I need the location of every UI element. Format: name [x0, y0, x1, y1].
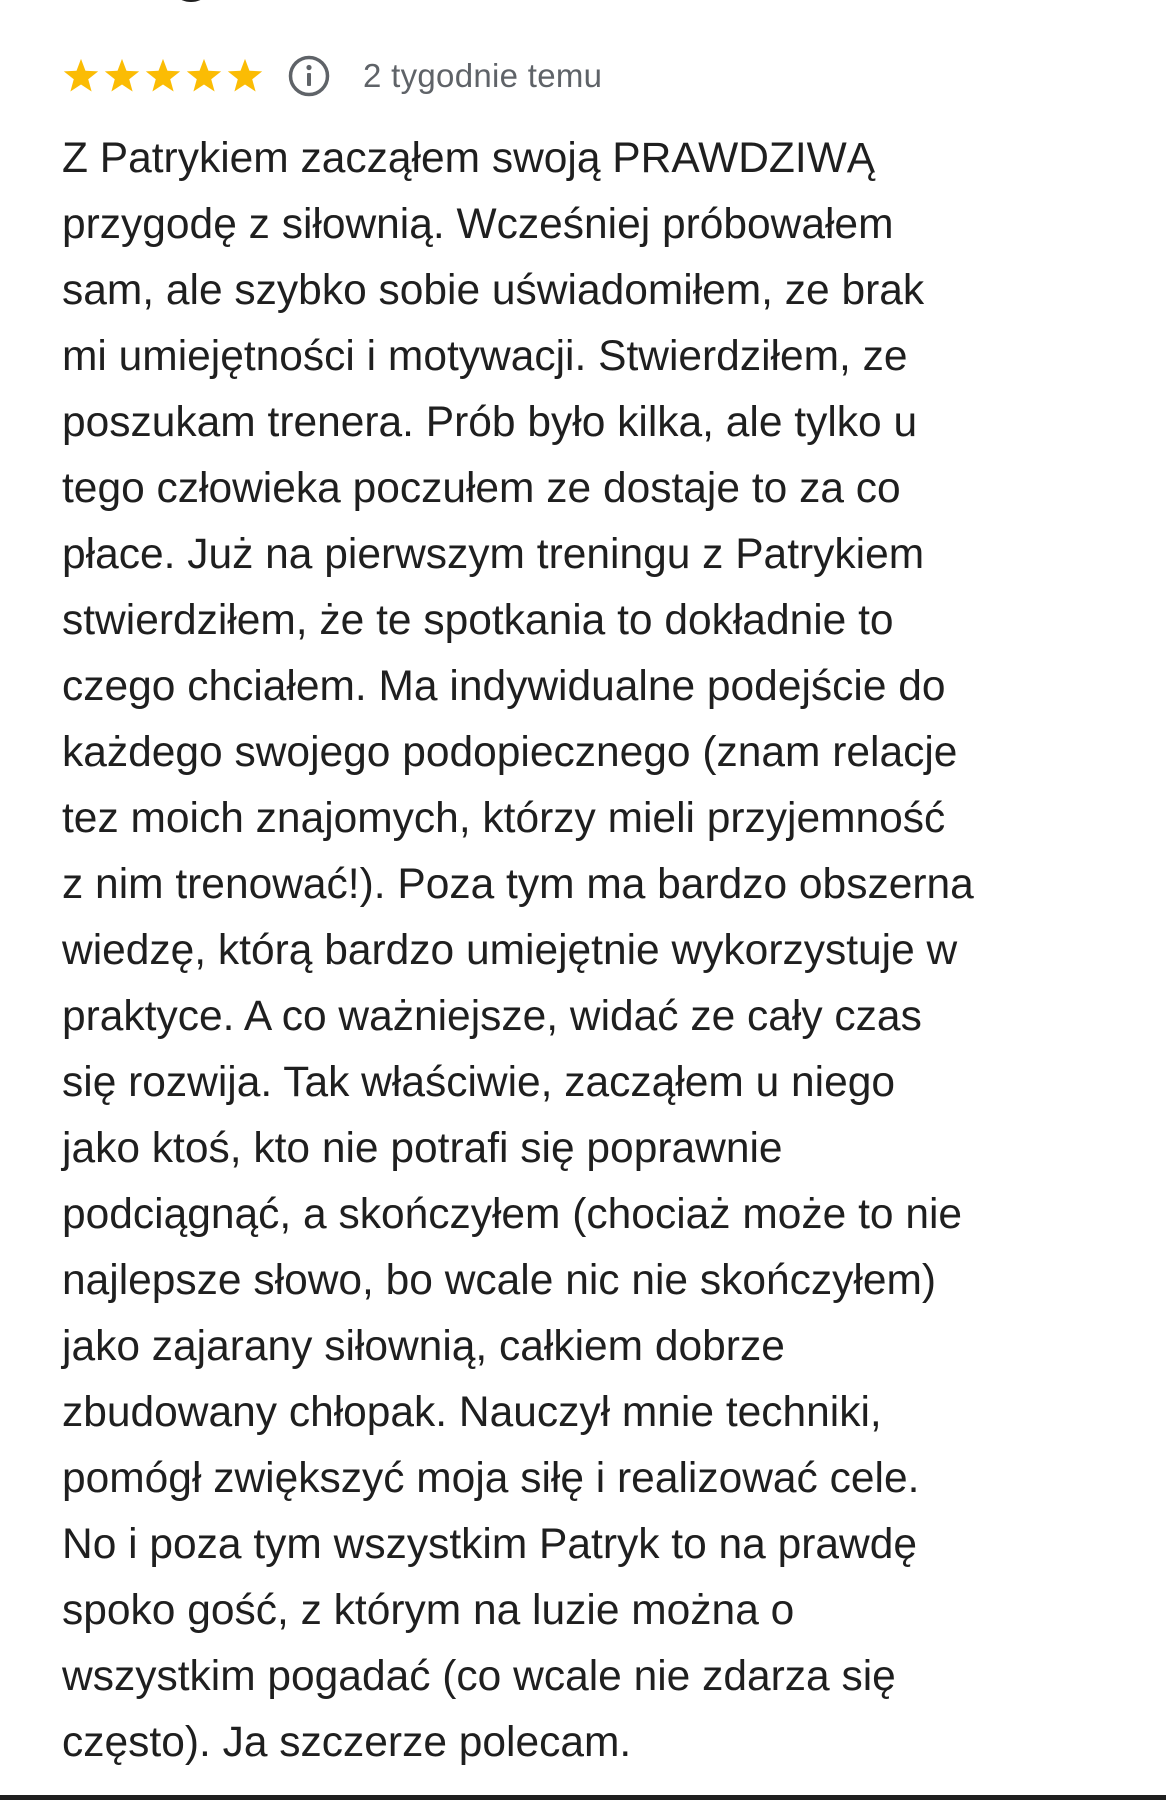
- info-icon[interactable]: [287, 54, 331, 98]
- star-rating: [62, 57, 267, 95]
- star-icon: [226, 57, 264, 95]
- review-text: Z Patrykiem zacząłem swoją PRAWDZIWĄ przygodę z siłownią. Wcześniej próbowałem sam, ale szybko sobie uświadomiłem, ze brak mi umiejętności i motywacji. Stwierdziłem, ze poszukam trenera. Prób było kilka, ale tylko u tego człowieka poczułem ze dostaje to za co płace. Już na pierwszym treningu z Patrykiem stwierdziłem, że te spotkania to dokładnie to czego chciałem. Ma indywidualne podejście do każdego swojego podopiecznego (znam relacje tez moich znajomych, którzy mieli przyjemność z nim trenować!). Poza tym ma bardzo obszerna wiedzę, którą bardzo umiejętnie wykorzystuje w praktyce. A co ważniejsze, widać ze cały czas się rozwija. Tak właściwie, zacząłem u niego jako ktoś, kto nie potrafi się poprawnie podciągnąć, a skończyłem (chociaż może to nie najlepsze słowo, bo wcale nic nie skończyłem) jako zajarany siłownią, całkiem dobrze zbudowany chłopak. Nauczył mnie techniki, pomógł zwiększyć moja siłę i realizować cele. No i poza tym wszystkim Patryk to na prawdę spoko gość, z którym na luzie można o wszystkim pogadać (co wcale nie zdarza się często). Ja szczerze polecam.: [62, 135, 974, 1766]
- bottom-divider: [0, 1795, 1166, 1800]
- star-icon: [144, 57, 182, 95]
- review-header: [62, 48, 602, 104]
- cropped-text-fragment: [168, 0, 238, 2]
- star-icon: [103, 57, 141, 95]
- star-icon: [185, 57, 223, 95]
- review-time: 2 tygodnie temu: [363, 57, 603, 94]
- star-icon: [62, 57, 100, 95]
